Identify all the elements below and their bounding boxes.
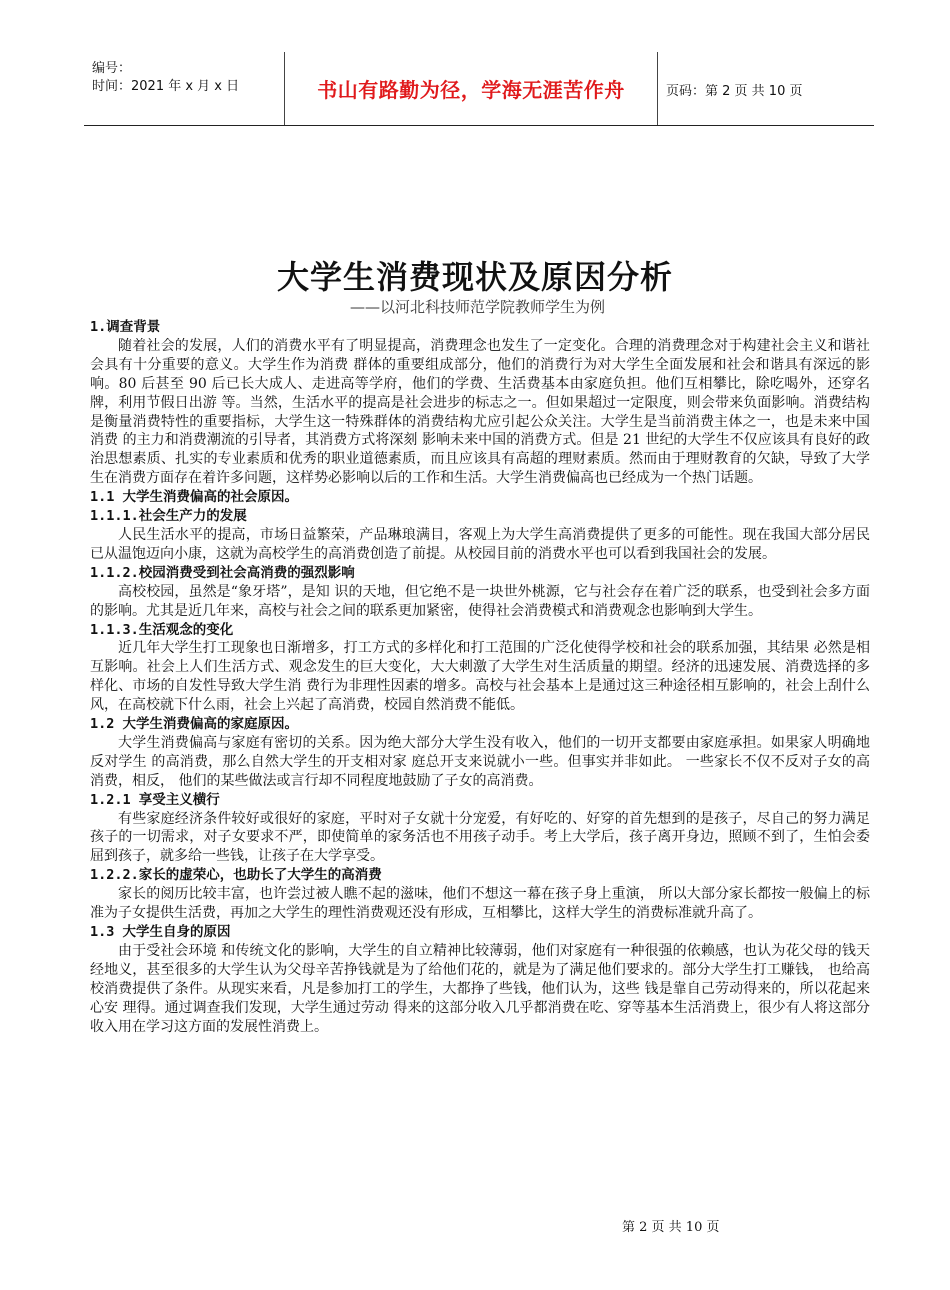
subsection-heading: 1.1.2.校园消费受到社会高消费的强烈影响 bbox=[90, 564, 355, 581]
paragraph: 家长的阅历比较丰富，也许尝过被人瞧不起的滋味，他们不想这一幕在孩子身上重演， 所以大部分家长都按一般偏上的标准为子女提供生活费，再加之大学生的理性消费观还没有形成，互相攀比，这样大学生的消费标准就升高了。 bbox=[90, 886, 870, 922]
code-label: 编号： bbox=[92, 61, 132, 76]
paragraph: 近几年大学生打工现象也日渐增多，打工方式的多样化和打工范围的广泛化使得学校和社会的联系加强，其结果 必然是相互影响。社会上人们生活方式、观念发生的巨大变化，大大刺激了大学生对生活质量的期望。经济的迅速发展、消费选择的多样化、市场的自发性导致大学生消 费行为非理性因素的增多。高校与社会基本上是通过这三种途径相互影响的，社会上刮什么风，在高校就下什么雨，社会上兴起了高消费，校园自然消费不能低。 bbox=[90, 640, 870, 714]
subsection-heading: 1.3 大学生自身的原因 bbox=[90, 924, 231, 940]
document-title: 大学生消费现状及原因分析 bbox=[276, 258, 673, 296]
header-motto: 书山有路勤为径，学海无涯苦作舟 bbox=[284, 52, 658, 125]
paragraph: 高校校园，虽然是“象牙塔”，是知 识的天地，但它绝不是一块世外桃源，它与社会存在着广泛的联系，也受到社会多方面的影响。尤其是近几年来，高校与社会之间的联系更加紧密，使得社会消费模式和消费观念也影响到大学生。 bbox=[90, 583, 870, 619]
subsection-heading: 1.2.1 享受主义横行 bbox=[90, 791, 220, 808]
document-body bbox=[90, 318, 870, 1036]
subsection-heading: 1.1.3.生活观念的变化 bbox=[90, 621, 234, 638]
section-heading: 1.1 大学生消费偏高的社会原因。 bbox=[90, 489, 299, 506]
paragraph: 由于受社会环境 和传统文化的影响，大学生的自立精神比较薄弱，他们对家庭有一种很强的依赖感，也认为花父母的钱天经地义，甚至很多的大学生认为父母辛苦挣钱就是为了给他们花的，就是为了满足他们要求的。部分大学生打工赚钱， 也给高校消费提供了条件。从现实来看，凡是参加打工的学生，大都挣了些钱，他们认为，这些 钱是靠自己劳动得来的，所以花起来心安 理得。通过调查我们发现，大学生通过劳动 得来的这部分收入几乎都消费在吃、穿等基本生活消费上，很少有人将这部分收入用在学习这方面的发展性消费上。 bbox=[90, 942, 870, 1035]
paragraph: 随着社会的发展，人们的消费水平有了明显提高，消费理念也发生了一定变化。合理的消费理念对于构建社会主义和谐社会具有十分重要的意义。大学生作为消费 群体的重要组成部分，他们的消费行为对大学生全面发展和社会和谐具有深远的影响。80 后甚至 90 后已长大成人、走进高等学府，他们的学费、生活费基本由家庭负担。他们互相攀比，除吃喝外，还穿名牌，利用节假日出游 等。当然，生活水平的提高是社会进步的标志之一。但如果超过一定限度，则会带来负面影响。消费结构是衡量消费特性的重要指标，大学生这一特殊群体的消费结构尤应引起公众关注。大学生是当前消费主体之一，也是未来中国消费 的主力和消费潮流的引导者，其消费方式将深刻 影响未来中国的消费方式。但是 21 世纪的大学生不仅应该具有良好的政治思想素质、扎实的专业素质和优秀的职业道德素质，而且应该具有高超的理财素质。然而由于理财教育的欠缺，导致了大学生在消费方面存在着许多问题，这样势必影响以后的工作和生活。大学生消费偏高也已经成为一个热门话题。 bbox=[90, 337, 870, 487]
header-meta bbox=[92, 60, 239, 96]
document-subtitle: ——以河北科技师范学院教师学生为例 bbox=[350, 298, 606, 316]
subsection-heading: 1.2.2.家长的虚荣心，也助长了大学生的高消费 bbox=[90, 867, 382, 884]
paragraph: 有些家庭经济条件较好或很好的家庭，平时对子女就十分宠爱，有好吃的、好穿的首先想到的是孩子，尽自己的努力满足孩子的一切需求，对子女要求不严，即使简单的家务活也不用孩子动手。考上大学后，孩子离开身边，照顾不到了，生怕会委屈到孩子，就多给一些钱，让孩子在大学享受。 bbox=[90, 810, 870, 865]
section-heading: 1.2 大学生消费偏高的家庭原因。 bbox=[90, 716, 299, 733]
page-footer: 第 2 页 共 10 页 bbox=[622, 1220, 720, 1235]
subsection-heading: 1.1.1.社会生产力的发展 bbox=[90, 508, 247, 525]
paragraph: 大学生消费偏高与家庭有密切的关系。因为绝大部分大学生没有收入，他们的一切开支都要由家庭承担。如果家人明确地反对学生 的高消费，那么自然大学生的开支相对家 庭总开支来说就小一些。但事实并非如此。 一些家长不仅不反对子女的高消费，相反， 他们的某些做法或言行却不同程度地鼓励了子女的高消费。 bbox=[90, 734, 870, 789]
paragraph: 人民生活水平的提高，市场日益繁荣，产品琳琅满目，客观上为大学生高消费提供了更多的可能性。现在我国大部分居民已从温饱迈向小康，这就为高校学生的高消费创造了前提。从校园目前的消费水平也可以看到我国社会的发展。 bbox=[90, 526, 870, 562]
time-label: 时间：2021 年 x 月 x 日 bbox=[92, 79, 240, 94]
page-header bbox=[84, 52, 874, 126]
header-page-info: 页码：第 2 页 共 10 页 bbox=[666, 84, 803, 99]
section-heading: 1.调查背景 bbox=[90, 319, 161, 335]
